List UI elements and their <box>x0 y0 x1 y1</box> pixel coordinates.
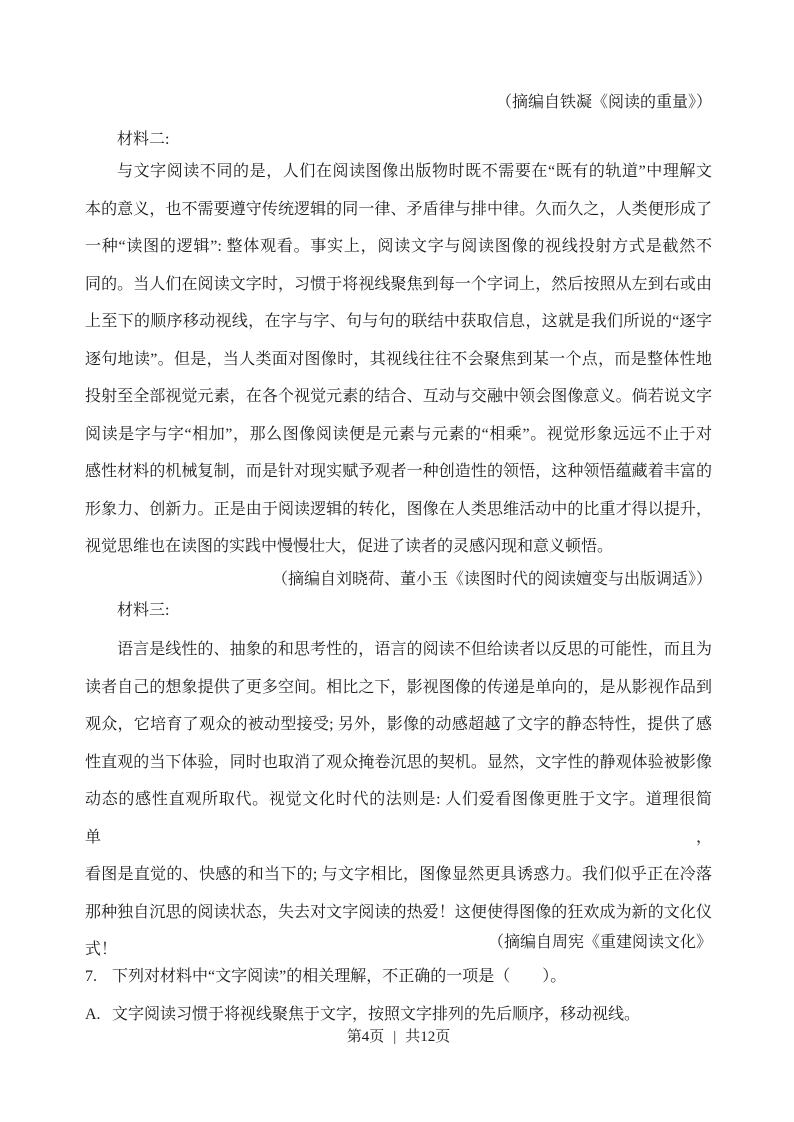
question-7 <box>85 958 712 996</box>
material1-citation: （摘编自铁凝《阅读的重量》） <box>495 94 712 111</box>
material2-line: 上至下的顺序移动视线，在字与字、句与句的联结中获取信息，这就是我们所说的“逐字 <box>85 313 712 330</box>
material2-line: 与文字阅读不同的是，人们在阅读图像出版物时既不需要在“既有的轨道”中理解文 <box>117 163 712 180</box>
question-7-text: 下列对材料中“文字阅读”的相关理解，不正确的一项是（ ）。 <box>112 968 567 985</box>
material3-paragraph <box>85 631 712 969</box>
material2-line: 一种“读图的逻辑”: 整体观看。事实上，阅读文字与阅读图像的视线投射方式是截然不 <box>85 238 712 255</box>
material3-line: 观众，它培育了观众的被动型接受; 另外，影像的动感超越了文字的静态特性，提供了感 <box>85 716 712 733</box>
material2-line: 逐句地读”。但是，当人类面对图像时，其视线往往不会聚焦到某一个点，而是整体性地 <box>85 350 712 368</box>
footer-separator: | <box>393 1029 397 1045</box>
material2-line: 视觉思维也在读图的实践中慢慢壮大，促进了读者的灵感闪现和意义顿悟。 <box>85 538 614 555</box>
material3-line: 那种独自沉思的阅读状态，失去对文字阅读的热爱！这便使得图像的狂欢成为新的文化仪 <box>85 903 712 921</box>
material2-line: 投射至全部视觉元素，在各个视觉元素的结合、互动与交融中领会图像意义。倘若说文字 <box>85 388 712 405</box>
question-7-number: 7. <box>85 968 97 985</box>
material3-line: 性直观的当下体验，同时也取消了观众掩卷沉思的契机。显然，文字性的静观体验被影像 <box>85 753 712 771</box>
material2-line: 同的。当人们在阅读文字时，习惯于将视线聚焦到每一个字词上，然后按照从左到右或由 <box>85 275 712 293</box>
material2-citation: （摘编自刘晓荷、董小玉《读图时代的阅读嬗变与出版调适》） <box>271 571 712 588</box>
material2-line: 感性材料的机械复制，而是针对现实赋予观者一种创造性的领悟，这种领悟蕴藏着丰富的 <box>85 463 712 480</box>
material3-line: 动态的感性直观所取代。视觉文化时代的法则是: 人们爱看图像更胜于文字。道理很简单， <box>85 791 712 846</box>
material3-line: 语言是线性的、抽象的和思考性的，语言的阅读不但给读者以反思的可能性，而且为 <box>117 641 712 658</box>
material3-line: 看图是直觉的、快感的和当下的; 与文字相比，图像显然更具诱惑力。我们似乎正在冷落 <box>85 866 712 883</box>
material3-citation: （摘编自周宪《重建阅读文化》 <box>487 934 712 951</box>
option-a-label: A. <box>85 1006 101 1023</box>
material2-heading: 材料二: <box>117 131 170 148</box>
page-number-total: 共12页 <box>405 1029 451 1045</box>
material3-heading: 材料三: <box>117 602 170 619</box>
page-footer <box>85 1023 712 1051</box>
material2-line: 阅读是字与字“相加”，那么图像阅读便是元素与元素的“相乘”。视觉形象远远不止于对 <box>85 425 712 443</box>
material3-line: 式！ <box>85 941 118 958</box>
page-number-current: 第4页 <box>346 1029 385 1045</box>
option-a-text: 文字阅读习惯于将视线聚焦于文字，按照文字排列的先后顺序，移动视线。 <box>112 1006 641 1023</box>
material2-line: 形象力、创新力。正是由于阅读逻辑的转化，图像在人类思维活动中的比重才得以提升， <box>85 500 712 518</box>
material2-paragraph <box>85 153 712 566</box>
material2-line: 本的意义，也不需要遵守传统逻辑的同一律、矛盾律与排中律。久而久之，人类便形成了 <box>85 200 712 218</box>
material3-line: 读者自己的想象提供了更多空间。相比之下，影视图像的传递是单向的，是从影视作品到 <box>85 678 712 696</box>
